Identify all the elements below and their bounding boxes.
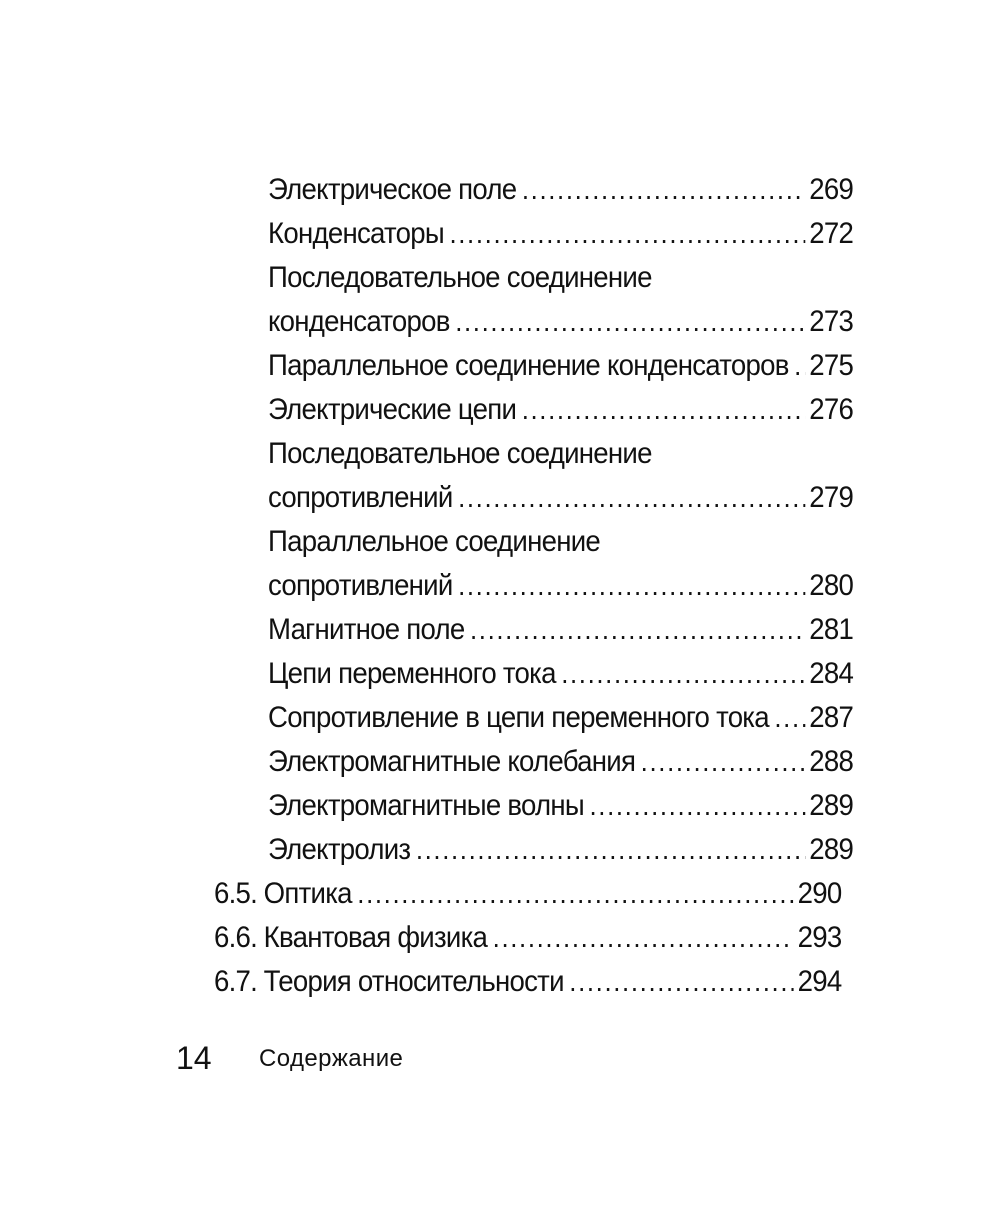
toc-entry-page: 275: [809, 349, 854, 382]
toc-leader-dots: [569, 962, 794, 1002]
toc-entry-label: Последовательное соединение: [268, 261, 652, 294]
toc-leader-dots: [458, 478, 806, 518]
toc-section-number: 6.5.: [214, 877, 258, 910]
toc-leader-dots: [794, 346, 805, 386]
page-number: 14: [176, 1040, 212, 1076]
toc-entry-page: 289: [809, 833, 854, 866]
toc-entry-label: Электрические цепи: [268, 393, 517, 426]
toc-section-number: 6.6.: [214, 921, 258, 954]
toc-section-number: 6.7.: [214, 965, 258, 998]
toc-entry-first-line[interactable]: [268, 434, 853, 474]
toc-leader-dots: [455, 302, 805, 342]
toc-entry-page: 272: [809, 217, 854, 250]
toc-entry[interactable]: [268, 390, 853, 430]
toc-section-entry[interactable]: [214, 962, 841, 1002]
toc-entry[interactable]: [268, 610, 853, 650]
toc-entry-label: Электромагнитные волны: [268, 789, 584, 822]
toc-leader-dots: [458, 566, 806, 606]
toc-entry[interactable]: [268, 170, 853, 210]
toc-entry[interactable]: [268, 654, 853, 694]
toc-leader-dots: [590, 786, 806, 826]
toc-entry[interactable]: [268, 830, 853, 870]
running-footer-title: Содержание: [259, 1045, 404, 1072]
toc-leader-dots: [522, 170, 806, 210]
toc-leader-dots: [522, 390, 806, 430]
toc-leader-dots: [449, 214, 805, 254]
toc-leader-dots: [416, 830, 806, 870]
toc-section-entry[interactable]: [214, 918, 841, 958]
toc-entry-page: 293: [797, 921, 842, 954]
toc-section-entry[interactable]: [214, 874, 841, 914]
toc-entry[interactable]: [268, 478, 853, 518]
toc-entry-page: 290: [797, 877, 842, 910]
toc-entry-label: Последовательное соединение: [268, 437, 652, 470]
toc-entry-label: сопротивлений: [268, 481, 453, 514]
toc-entry-label: Параллельное соединение конденсаторов: [268, 349, 789, 382]
toc-entry[interactable]: [268, 346, 853, 386]
toc-entry[interactable]: [268, 302, 853, 342]
toc-entry[interactable]: [268, 698, 853, 738]
toc-leader-dots: [470, 610, 806, 650]
toc-leader-dots: [357, 874, 794, 914]
toc-leader-dots: [774, 698, 805, 738]
toc-entry-label: Оптика: [263, 877, 352, 910]
toc-entry-label: Электромагнитные колебания: [268, 745, 636, 778]
toc-entry-label: конденсаторов: [268, 305, 450, 338]
toc-entry-page: 294: [797, 965, 842, 998]
toc-entry-page: 281: [809, 613, 854, 646]
toc-entry-page: 276: [809, 393, 854, 426]
toc-entry[interactable]: [268, 566, 853, 606]
toc-entry-page: 284: [809, 657, 854, 690]
toc-entry-first-line[interactable]: [268, 522, 853, 562]
toc-entry-label: Магнитное поле: [268, 613, 465, 646]
toc-entry-label: Цепи переменного тока: [268, 657, 556, 690]
toc-entry-first-line[interactable]: [268, 258, 853, 298]
toc-leader-dots: [641, 742, 806, 782]
toc-entry-label: Сопротивление в цепи переменного тока: [268, 701, 769, 734]
toc-entry-page: 288: [809, 745, 854, 778]
toc-entry-label: сопротивлений: [268, 569, 453, 602]
toc-entry-page: 269: [809, 173, 854, 206]
toc-entry-label: Параллельное соединение: [268, 525, 601, 558]
toc-entry-label: Электролиз: [268, 833, 411, 866]
toc-entry[interactable]: [268, 214, 853, 254]
toc-entry-page: 280: [809, 569, 854, 602]
toc-leader-dots: [493, 918, 794, 958]
toc-leader-dots: [561, 654, 805, 694]
toc-entry-page: 289: [809, 789, 854, 822]
toc-entry-label: Теория относительности: [263, 965, 564, 998]
toc-entry-page: 279: [809, 481, 854, 514]
toc-entry-label: Квантовая физика: [263, 921, 488, 954]
toc-entry-label: Электрическое поле: [268, 173, 517, 206]
toc-entry-page: 287: [809, 701, 854, 734]
toc-entry[interactable]: [268, 786, 853, 826]
toc-entry-label: Конденсаторы: [268, 217, 444, 250]
toc-entry-page: 273: [809, 305, 854, 338]
toc-entry[interactable]: [268, 742, 853, 782]
